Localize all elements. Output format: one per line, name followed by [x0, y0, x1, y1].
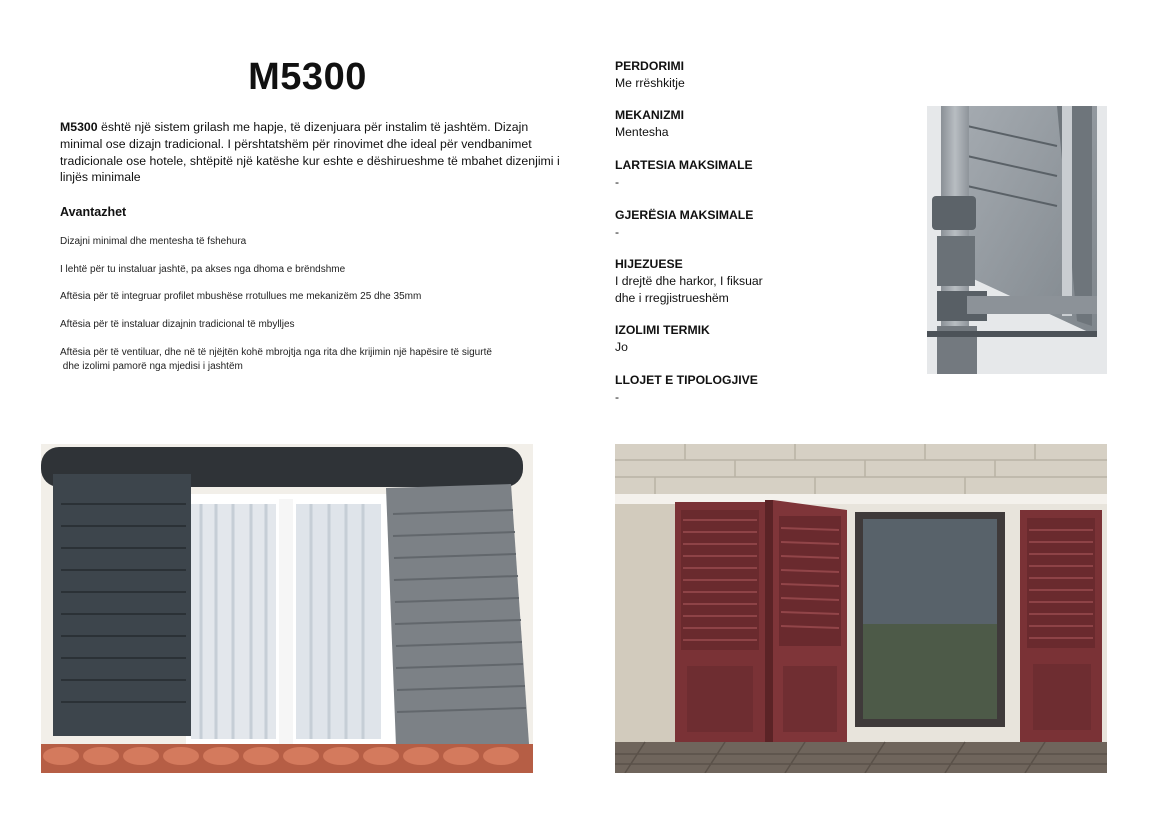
spec-label-mechanism: MEKANIZMI	[615, 108, 685, 122]
intro-paragraph	[60, 119, 560, 186]
spec-value-max-height: -	[615, 175, 620, 189]
advantage-item: Aftësia për të instaluar dizajnin tradicional të mbylljes	[60, 319, 295, 330]
spec-value-shading-line1: I drejtë dhe harkor, I fiksuar	[615, 274, 763, 288]
spec-label-shading: HIJEZUESE	[615, 257, 683, 271]
spec-value-shading-line2: dhe i rregjistrueshëm	[615, 291, 729, 305]
advantage-item: dhe izolimi pamorë nga mjedisi i jashtëm	[60, 361, 243, 372]
spec-label-max-height: LARTESIA MAKSIMALE	[615, 158, 753, 172]
spec-label-usage: PERDORIMI	[615, 59, 685, 73]
spec-value-usage: Me rrëshkitje	[615, 76, 685, 90]
intro-product-name: M5300	[60, 120, 98, 134]
spec-label-typology: LLOJET E TIPOLOGJIVE	[615, 373, 758, 387]
spec-value-thermal-insulation: Jo	[615, 340, 628, 354]
spec-value-typology: -	[615, 390, 620, 404]
advantage-item: I lehtë për tu instaluar jashtë, pa akses nga dhoma e brëndshme	[60, 264, 346, 275]
spec-value-max-width: -	[615, 225, 620, 239]
intro-text: është një sistem grilash me hapje, të dizenjuara për instalim të jashtëm. Dizajn minimal ose dizajn tradicional. I përshtatshëm për rinovimet dhe ideal për vendbanimet tradicionale ose hotele, shtëpitë një katëshe kur eshte e dëshirueshme të mbahet dizenjimi i linjës minimale	[60, 120, 560, 185]
spec-label-max-width: GJERËSIA MAKSIMALE	[615, 208, 754, 222]
advantages-heading: Avantazhet	[60, 205, 127, 219]
red-shutters-photo	[615, 444, 1107, 773]
spec-label-thermal-insulation: IZOLIMI TERMIK	[615, 323, 710, 337]
advantage-item: Aftësia për të integruar profilet mbushëse rrotullues me mekanizëm 25 dhe 35mm	[60, 291, 422, 302]
spec-value-mechanism: Mentesha	[615, 125, 669, 139]
advantage-item: Aftësia për të ventiluar, dhe në të njëjtën kohë mbrojtja nga rita dhe krijimin një hapësire të sigurtë	[60, 347, 492, 358]
grey-shutters-photo	[41, 444, 533, 773]
profile-section-photo	[927, 106, 1107, 374]
advantage-item: Dizajni minimal dhe mentesha të fshehura	[60, 236, 247, 247]
page-title: M5300	[248, 56, 367, 98]
